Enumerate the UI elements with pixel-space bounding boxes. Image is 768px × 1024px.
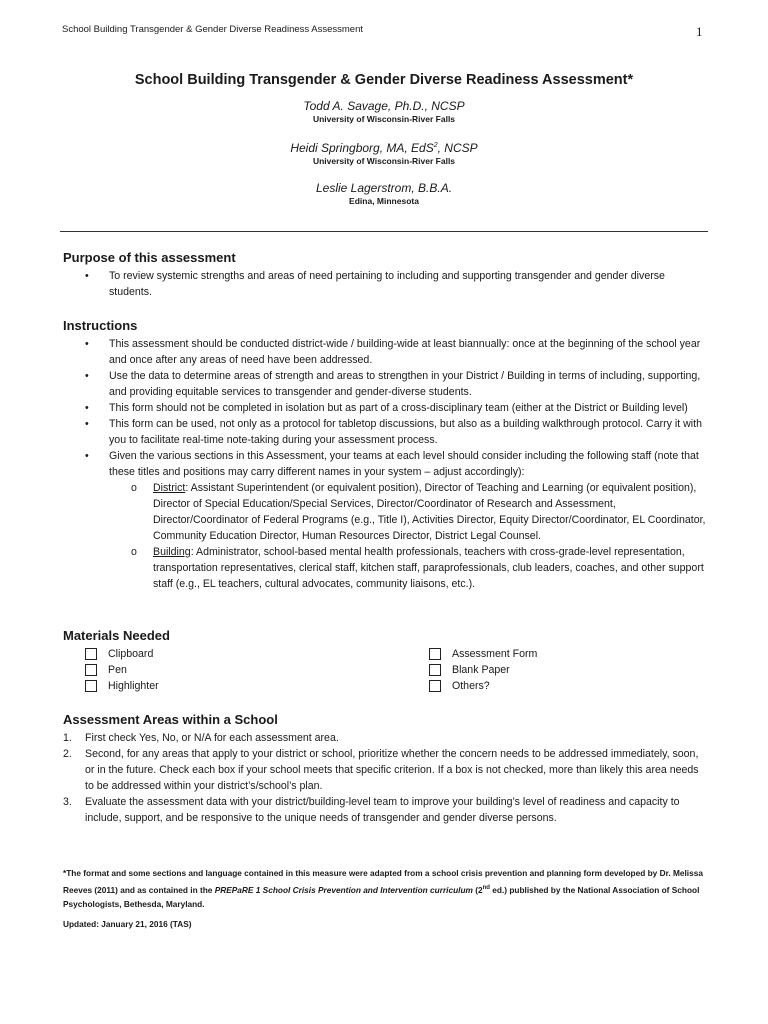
list-item-text: To review systemic strengths and areas of need pertaining to including and supporting transgender and gender diverse students. [109, 270, 665, 298]
author-affiliation: University of Wisconsin-River Falls [312, 114, 456, 124]
numbered-item [63, 794, 708, 826]
section-heading: Materials Needed [63, 628, 170, 643]
sub-list-item [63, 544, 708, 592]
checkbox[interactable] [429, 648, 441, 660]
author-3 [60, 180, 708, 207]
checkbox[interactable] [429, 680, 441, 692]
running-header: School Building Transgender & Gender Diverse Readiness Assessment [62, 24, 363, 35]
material-item [85, 646, 153, 662]
sub-item-text: : Assistant Superintendent (or equivalent position), Director of Teaching and Learning (or equivalent position), Director of Special Education/Special Services, Director/Coordinator of Research and Assessment, Director/Coordinator of Federal Programs (e.g., Title I), Activities Director, Equity Director/Coordinator, EL Coordinator, Community Education Director, Human Resources Director, District Legal Counsel. [153, 482, 706, 542]
footnote-text: (2 [472, 884, 483, 895]
sub-item-text: : Administrator, school-based mental health professionals, teachers with cross-grade-level representation, transportation representatives, clerical staff, kitchen staff, paraprofessionals, club leaders, coaches, and other support staff (e.g., EL teachers, cultural advocates, community liaisons, etc.). [153, 546, 704, 590]
material-item [429, 662, 510, 678]
purpose-section [63, 250, 708, 300]
material-label: Clipboard [108, 648, 154, 660]
sub-item-label: District [153, 482, 186, 494]
list-item-text: This form can be used, not only as a protocol for tabletop discussions, but also as a building walkthrough protocol. Carry it with you to facilitate real-time note-taking during your assessment process. [109, 418, 702, 446]
material-item [429, 646, 537, 662]
list-item [63, 448, 708, 480]
item-number: 2. [63, 748, 72, 760]
superscript: nd [482, 884, 490, 891]
section-heading: Instructions [63, 318, 138, 333]
list-item-text: This form should not be completed in isolation but as part of a cross-disciplinary team (either at the District or Building level) [109, 402, 688, 414]
material-item [85, 662, 127, 678]
material-label: Others? [452, 680, 490, 692]
author-name-part: , NCSP [437, 141, 478, 155]
material-label: Blank Paper [452, 664, 510, 676]
instructions-section [63, 318, 708, 592]
title-block [60, 72, 708, 220]
bullet: • [85, 402, 89, 414]
list-item-text: Use the data to determine areas of strength and areas to strengthen in your District / Building in terms of including, supporting, and providing equitable services to transgender and gender-diverse students. [109, 370, 701, 398]
author-name-part: Heidi Springborg, MA, EdS [290, 141, 434, 155]
numbered-item [63, 746, 708, 794]
checkbox[interactable] [85, 664, 97, 676]
numbered-item [63, 730, 708, 746]
list-item [63, 336, 708, 368]
list-item-text: Given the various sections in this Assessment, your teams at each level should consider including the following staff (note that these titles and positions may carry different names in your system – adjust accordingly): [109, 450, 699, 478]
superscript: 2 [433, 142, 438, 149]
list-item [63, 416, 708, 448]
item-text: Evaluate the assessment data with your district/building-level team to improve your building’s level of readiness and capacity to include, support, and be responsive to the unique needs of transgender and gender diverse persons. [85, 796, 680, 824]
list-item-text: This assessment should be conducted district-wide / building-wide at least biannually: once at the beginning of the school year and once after any areas of need have been addressed. [109, 338, 701, 366]
sub-list-item [63, 480, 708, 544]
material-item [85, 678, 159, 694]
item-text: First check Yes, No, or N/A for each assessment area. [85, 732, 339, 744]
bullet-list [63, 336, 708, 480]
checkbox[interactable] [85, 648, 97, 660]
footnote [63, 866, 708, 911]
sub-item-label: Building [153, 546, 191, 558]
bullet: • [85, 450, 89, 462]
section-heading: Assessment Areas within a School [63, 712, 278, 727]
author-name: Leslie Lagerstrom, B.B.A. [315, 181, 453, 195]
horizontal-rule [60, 231, 708, 232]
footnote-text: *The format and some sections and language contained in this measure were adapted from a school crisis prevention and planning form developed by Dr. Melissa Reeves (2011) and as contained in the [63, 868, 703, 895]
bullet: • [85, 418, 89, 430]
sub-list [63, 480, 708, 592]
material-label: Highlighter [108, 680, 159, 692]
bullet: • [85, 370, 89, 382]
material-label: Assessment Form [452, 648, 538, 660]
author-affiliation: Edina, Minnesota [349, 196, 419, 206]
author-affiliation: University of Wisconsin-River Falls [312, 156, 456, 166]
author-1 [60, 98, 708, 125]
document-title: School Building Transgender & Gender Diverse Readiness Assessment* [134, 72, 634, 88]
author-name: Todd A. Savage, Ph.D., NCSP [303, 99, 465, 113]
author-2 [60, 138, 708, 167]
numbered-list [63, 730, 708, 826]
footnote-curriculum-title: PREPaRE 1 School Crisis Prevention and Intervention curriculum [214, 884, 473, 895]
material-item [429, 678, 490, 694]
updated-date: Updated: January 21, 2016 (TAS) [63, 919, 192, 929]
list-item [63, 268, 708, 300]
list-item [63, 400, 708, 416]
item-text: Second, for any areas that apply to your district or school, prioritize whether the concern needs to be addressed immediately, soon, or in the future. Check each box if your school meets that specific criterion. If a box is not checked, more than likely this area needs to be addressed within your district’s/school’s plan. [85, 748, 699, 792]
bullet-list [63, 268, 708, 300]
footnote-text: ed.) published by the National Association of School Psychologists, Bethesda, Maryland. [63, 884, 700, 909]
materials-checklist [63, 646, 708, 698]
checkbox[interactable] [429, 664, 441, 676]
sub-bullet: o [131, 546, 137, 558]
bullet: • [85, 338, 89, 350]
page-number: 1 [696, 24, 703, 39]
bullet: • [85, 270, 89, 282]
materials-section [63, 628, 708, 698]
item-number: 3. [63, 796, 72, 808]
item-number: 1. [63, 732, 72, 744]
material-label: Pen [108, 664, 127, 676]
list-item [63, 368, 708, 400]
assessment-areas-section [63, 712, 708, 826]
sub-bullet: o [131, 482, 137, 494]
section-heading: Purpose of this assessment [63, 250, 236, 265]
checkbox[interactable] [85, 680, 97, 692]
author-name [60, 138, 708, 156]
